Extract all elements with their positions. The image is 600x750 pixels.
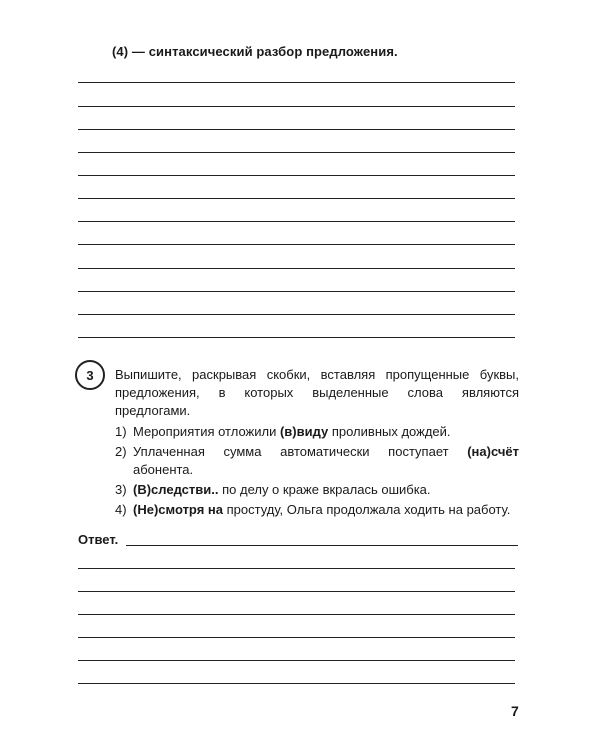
item-number: 4): [115, 502, 127, 517]
writing-line: [78, 198, 515, 199]
item-text-before: Уплаченная сумма автоматически поступает: [133, 444, 468, 459]
item-text-before: Мероприятия отложили: [133, 424, 280, 439]
item-bold-word: (на)счёт: [467, 444, 519, 459]
section-heading: (4) — синтаксический разбор предложения.: [112, 44, 398, 59]
writing-line: [78, 591, 515, 592]
item-text: [133, 443, 519, 479]
writing-line: [78, 637, 515, 638]
item-bold-word: (В)следстви..: [133, 482, 219, 497]
item-text: [133, 501, 519, 519]
task-items: [115, 423, 519, 521]
item-text-after: абонента.: [133, 462, 194, 477]
writing-line: [78, 291, 515, 292]
page-number: 7: [511, 703, 519, 719]
item-bold-word: (в)виду: [279, 424, 329, 439]
item-text-after: простуду, Ольга продолжала ходить на работу.: [222, 502, 511, 517]
task-item: [115, 423, 519, 441]
item-text-after: проливных дождей.: [328, 424, 451, 439]
task-item: [115, 501, 519, 519]
item-bold-word: (Не)смотря на: [133, 502, 223, 517]
writing-line: [78, 129, 515, 130]
writing-line: [78, 152, 515, 153]
writing-line: [78, 106, 515, 107]
writing-line: [78, 568, 515, 569]
writing-line: [78, 660, 515, 661]
writing-line: [78, 314, 515, 315]
writing-line: [78, 221, 515, 222]
writing-line: [78, 268, 515, 269]
writing-line: [78, 244, 515, 245]
item-number: 1): [115, 424, 127, 439]
item-number: 2): [115, 444, 127, 459]
writing-line: [78, 337, 515, 338]
task-number: 3: [86, 367, 94, 383]
task-item: [115, 481, 519, 499]
task-item: [115, 443, 519, 479]
answer-label: Ответ.: [78, 532, 119, 547]
item-text: [133, 423, 519, 441]
item-number: 3): [115, 482, 127, 497]
task-instruction: Выпишите, раскрывая скобки, вставляя пропущенные буквы, предложения, в которых выделенные слова являются предлогами.: [115, 367, 519, 418]
writing-line: [78, 82, 515, 83]
answer-line[interactable]: [126, 545, 518, 546]
writing-line: [78, 683, 515, 684]
writing-line: [78, 175, 515, 176]
writing-line: [78, 614, 515, 615]
item-text-after: по делу о краже вкралась ошибка.: [218, 482, 431, 497]
item-text: [133, 481, 519, 499]
task-number-badge: [75, 360, 105, 390]
